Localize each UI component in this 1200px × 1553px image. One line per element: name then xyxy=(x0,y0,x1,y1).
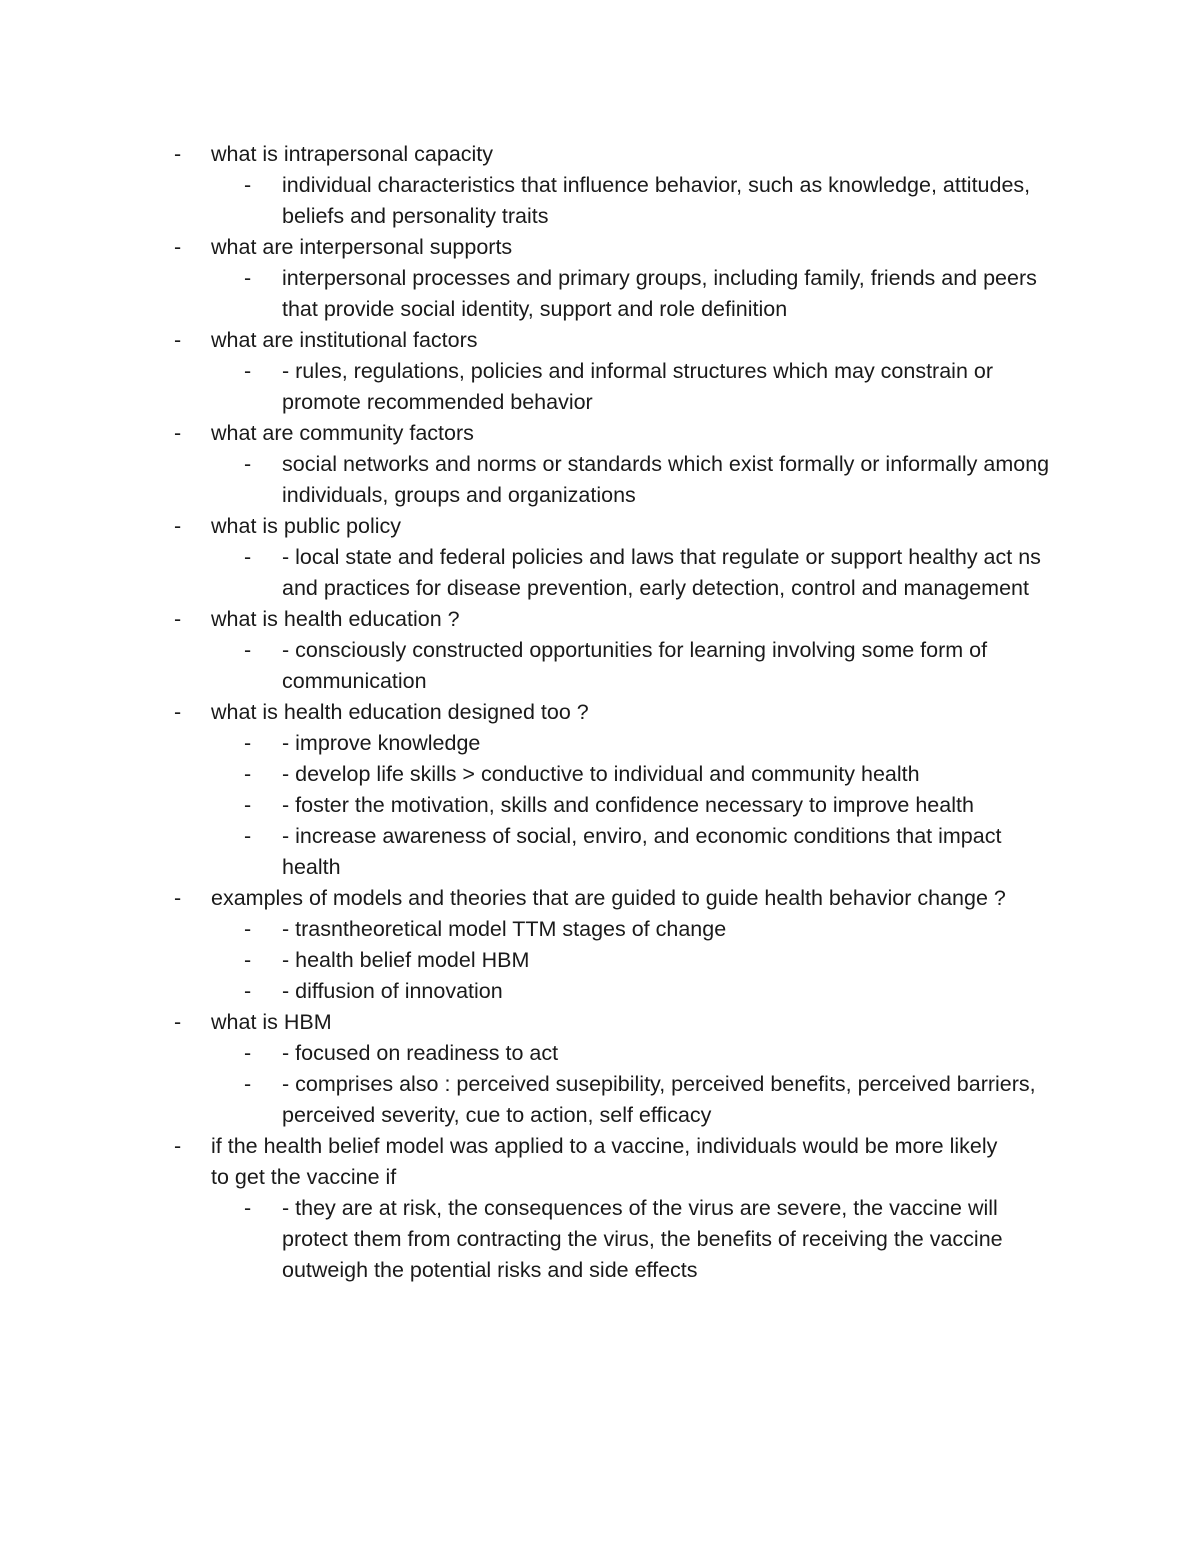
bullet-dash: - xyxy=(174,700,182,724)
item-text: - rules, regulations, policies and informal structures which may constrain or promote recommended behavior xyxy=(282,359,993,414)
item-text: - increase awareness of social, enviro, and economic conditions that impact health xyxy=(282,824,1002,879)
list-item xyxy=(0,511,1011,542)
item-text: if the health belief model was applied to a vaccine, individuals would be more likely to get the vaccine if xyxy=(211,1134,998,1189)
sub-list-item xyxy=(0,821,1062,883)
sub-list-item xyxy=(0,1193,1062,1286)
bullet-dash: - xyxy=(174,514,182,538)
sub-list-item xyxy=(0,449,1062,511)
list-item xyxy=(0,232,1011,263)
list-item xyxy=(0,883,1011,914)
list-item xyxy=(0,1007,1011,1038)
item-text: - foster the motivation, skills and confidence necessary to improve health xyxy=(282,793,974,817)
sub-list-item xyxy=(0,263,1062,325)
sub-list-item xyxy=(0,170,1062,232)
list-item xyxy=(0,697,1011,728)
item-text: - health belief model HBM xyxy=(282,948,530,972)
document-page xyxy=(0,139,1200,1286)
sub-list-item xyxy=(0,356,1062,418)
item-text: what is health education ? xyxy=(211,607,460,631)
bullet-dash: - xyxy=(244,266,252,290)
item-text: what are institutional factors xyxy=(211,328,478,352)
item-text: - local state and federal policies and laws that regulate or support healthy act ns and practices for disease prevention, early detection, control and management xyxy=(282,545,1041,600)
sub-list-item xyxy=(0,635,1062,697)
bullet-dash: - xyxy=(174,421,182,445)
bullet-dash: - xyxy=(174,1134,182,1158)
item-text: what are interpersonal supports xyxy=(211,235,513,259)
item-text: - trasntheoretical model TTM stages of change xyxy=(282,917,727,941)
sub-list-item xyxy=(0,976,1062,1007)
item-text: - focused on readiness to act xyxy=(282,1041,559,1065)
list-item xyxy=(0,139,1011,170)
item-text: - develop life skills > conductive to individual and community health xyxy=(282,762,920,786)
bullet-dash: - xyxy=(244,948,252,972)
sub-list-item xyxy=(0,914,1062,945)
sub-list-item xyxy=(0,728,1062,759)
bullet-dash: - xyxy=(174,886,182,910)
list-item xyxy=(0,325,1011,356)
bullet-dash: - xyxy=(244,359,252,383)
item-text: - improve knowledge xyxy=(282,731,481,755)
bullet-dash: - xyxy=(174,328,182,352)
list-item xyxy=(0,418,1011,449)
bullet-dash: - xyxy=(174,607,182,631)
item-text: individual characteristics that influence behavior, such as knowledge, attitudes, beliefs and personality traits xyxy=(282,173,1031,228)
bullet-dash: - xyxy=(244,1041,252,1065)
bullet-dash: - xyxy=(244,638,252,662)
bullet-dash: - xyxy=(174,1010,182,1034)
item-text: what are community factors xyxy=(211,421,474,445)
bullet-dash: - xyxy=(244,979,252,1003)
sub-list-item xyxy=(0,1038,1062,1069)
item-text: interpersonal processes and primary groups, including family, friends and peers that provide social identity, support and role definition xyxy=(282,266,1037,321)
bullet-dash: - xyxy=(174,142,182,166)
list-item xyxy=(0,604,1011,635)
bullet-dash: - xyxy=(244,545,252,569)
sub-list-item xyxy=(0,542,1062,604)
list-item xyxy=(0,1131,1011,1193)
item-text: - they are at risk, the consequences of the virus are severe, the vaccine will protect them from contracting the virus, the benefits of receiving the vaccine outweigh the potential risks and side effects xyxy=(282,1196,1003,1282)
bullet-dash: - xyxy=(244,793,252,817)
bullet-dash: - xyxy=(244,917,252,941)
item-text: what is health education designed too ? xyxy=(211,700,589,724)
sub-list-item xyxy=(0,1069,1062,1131)
bullet-dash: - xyxy=(244,1072,252,1096)
bullet-dash: - xyxy=(244,173,252,197)
item-text: - diffusion of innovation xyxy=(282,979,503,1003)
bullet-dash: - xyxy=(244,762,252,786)
bullet-dash: - xyxy=(244,1196,252,1220)
item-text: examples of models and theories that are guided to guide health behavior change ? xyxy=(211,886,1006,910)
bullet-dash: - xyxy=(244,452,252,476)
bullet-dash: - xyxy=(174,235,182,259)
sub-list-item xyxy=(0,945,1062,976)
sub-list-item xyxy=(0,759,1062,790)
item-text: what is HBM xyxy=(211,1010,332,1034)
item-text: - comprises also : perceived susepibility, perceived benefits, perceived barriers, perceived severity, cue to action, self efficacy xyxy=(282,1072,1036,1127)
item-text: what is intrapersonal capacity xyxy=(211,142,494,166)
item-text: what is public policy xyxy=(211,514,402,538)
bullet-dash: - xyxy=(244,731,252,755)
sub-list-item xyxy=(0,790,1062,821)
item-text: - consciously constructed opportunities for learning involving some form of communication xyxy=(282,638,988,693)
bullet-dash: - xyxy=(244,824,252,848)
item-text: social networks and norms or standards which exist formally or informally among individuals, groups and organizations xyxy=(282,452,1050,507)
